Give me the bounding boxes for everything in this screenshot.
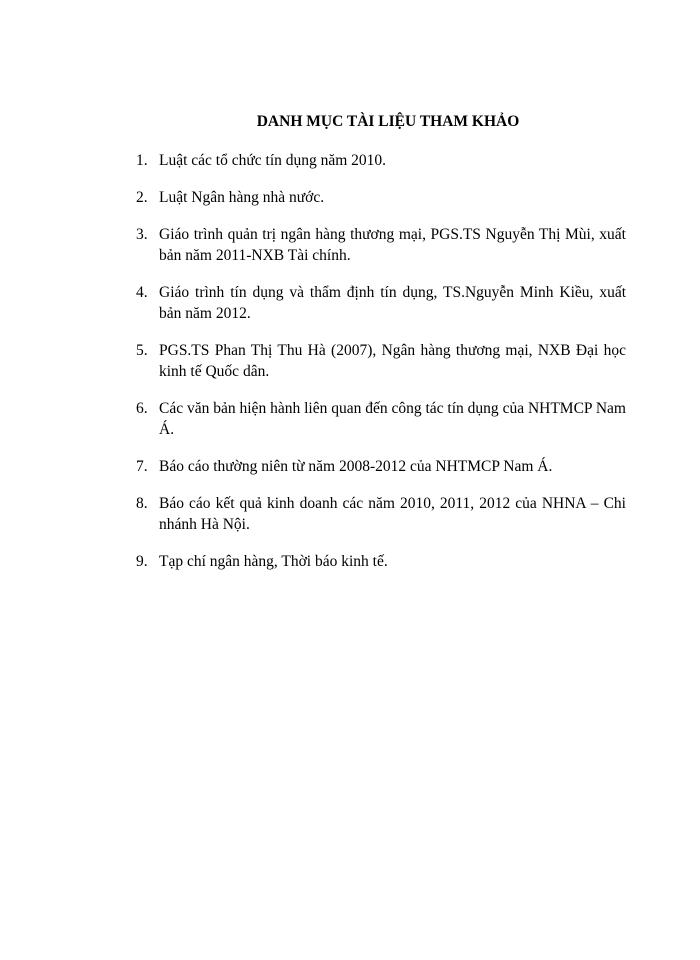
reference-item (136, 340, 626, 382)
reference-number: 4. (136, 284, 148, 301)
reference-number: 6. (136, 400, 148, 417)
reference-number: 2. (136, 189, 148, 206)
reference-item (136, 456, 626, 477)
reference-text: Luật các tổ chức tín dụng năm 2010. (159, 152, 387, 169)
reference-item (136, 551, 626, 572)
reference-text: Luật Ngân hàng nhà nước. (159, 189, 325, 206)
page-title: DANH MỤC TÀI LIỆU THAM KHẢO (256, 113, 520, 130)
reference-text: Báo cáo thường niên từ năm 2008-2012 của NHTMCP Nam Á. (159, 458, 553, 475)
reference-item (136, 282, 626, 324)
reference-number: 8. (136, 495, 148, 512)
reference-text: Các văn bản hiện hành liên quan đến công tác tín dụng của NHTMCP Nam Á. (159, 400, 626, 438)
reference-item (136, 398, 626, 440)
reference-item (136, 187, 626, 208)
reference-list (136, 150, 626, 588)
reference-number: 7. (136, 458, 148, 475)
reference-number: 9. (136, 553, 148, 570)
reference-item (136, 224, 626, 266)
reference-text: Báo cáo kết quả kinh doanh các năm 2010, 2011, 2012 của NHNA – Chi nhánh Hà Nội. (159, 495, 626, 533)
reference-number: 1. (136, 152, 148, 169)
reference-item (136, 150, 626, 171)
reference-text: PGS.TS Phan Thị Thu Hà (2007), Ngân hàng thương mại, NXB Đại học kinh tế Quốc dân. (159, 342, 626, 380)
reference-text: Tạp chí ngân hàng, Thời báo kinh tế. (159, 553, 388, 570)
reference-number: 3. (136, 226, 148, 243)
reference-text: Giáo trình tín dụng và thẩm định tín dụng, TS.Nguyễn Minh Kiều, xuất bản năm 2012. (159, 284, 626, 322)
reference-number: 5. (136, 342, 148, 359)
reference-text: Giáo trình quản trị ngân hàng thương mại, PGS.TS Nguyễn Thị Mùi, xuất bản năm 2011-NXB Tài chính. (159, 226, 626, 264)
reference-item (136, 493, 626, 535)
